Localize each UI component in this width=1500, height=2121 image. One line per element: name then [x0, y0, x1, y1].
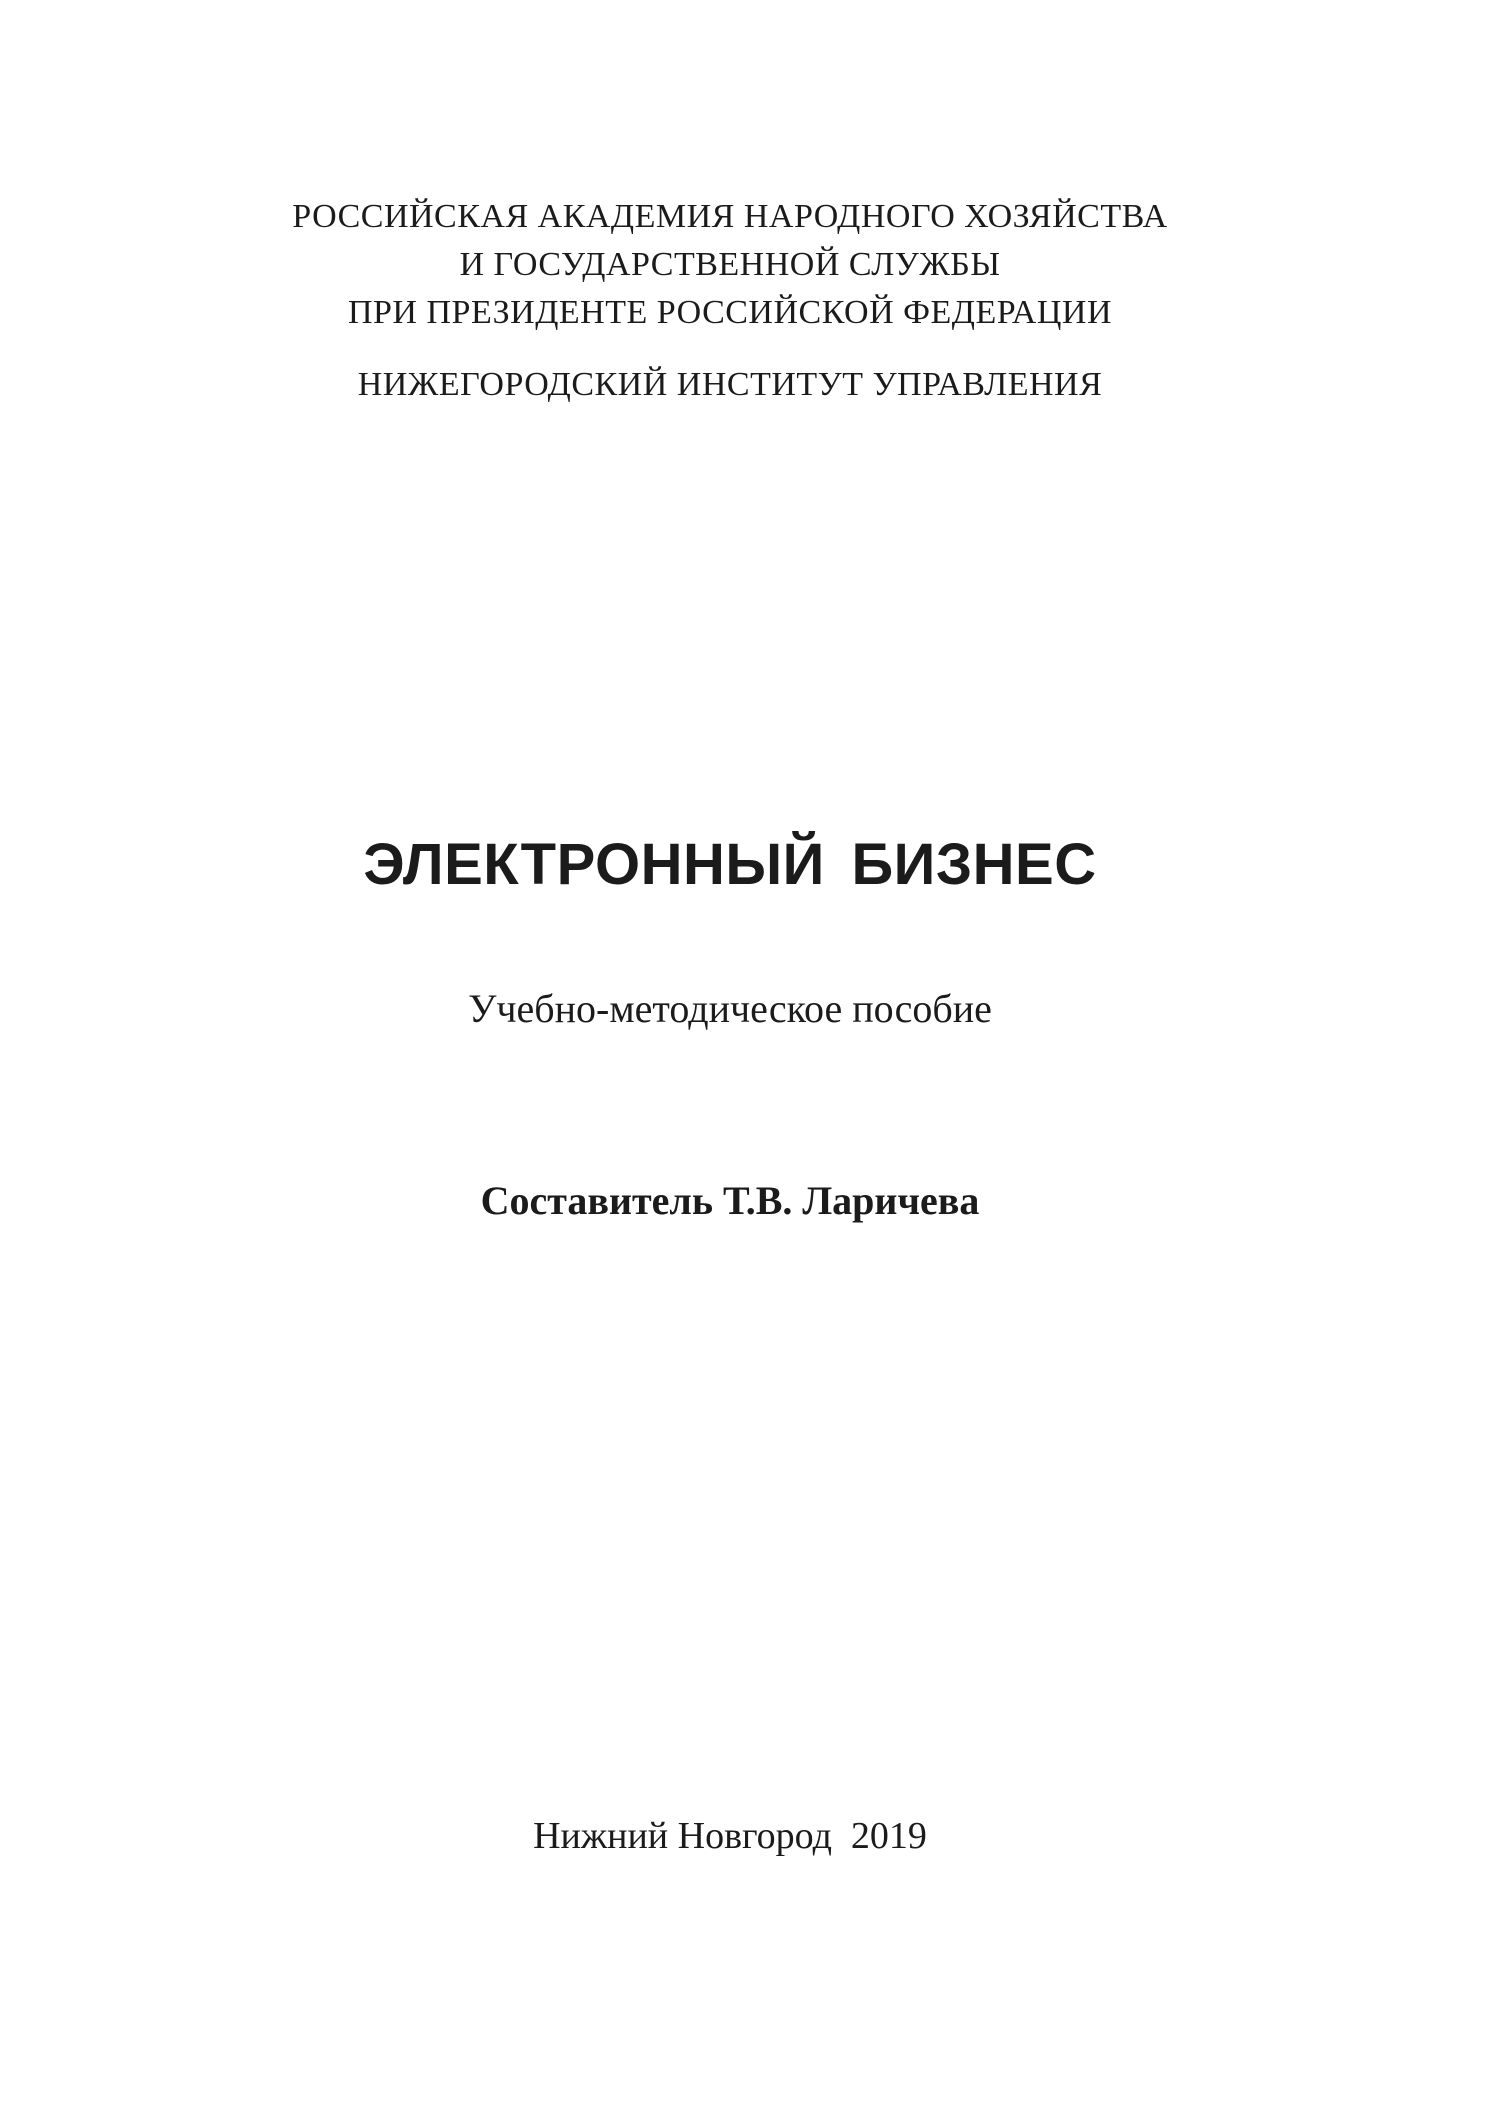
compiler-byline: Составитель Т.В. Ларичева [480, 1178, 980, 1223]
org-name-line-2: И ГОСУДАРСТВЕННОЙ СЛУЖБЫ [459, 246, 1001, 283]
imprint-city: Нижний Новгород [533, 1815, 832, 1857]
imprint-year: 2019 [850, 1815, 927, 1857]
document-title: ЭЛЕКТРОННЫЙ БИЗНЕС [363, 832, 1097, 897]
imprint-line [0, 1815, 1460, 1859]
document-subtitle: Учебно-методическое пособие [468, 986, 992, 1031]
org-name-line-3: ПРИ ПРЕЗИДЕНТЕ РОССИЙСКОЙ ФЕДЕРАЦИИ [347, 294, 1113, 331]
institute-name: НИЖЕГОРОДСКИЙ ИНСТИТУТ УПРАВЛЕНИЯ [357, 366, 1103, 403]
org-name-line-1: РОССИЙСКАЯ АКАДЕМИЯ НАРОДНОГО ХОЗЯЙСТВА [292, 198, 1168, 235]
organization-header [0, 193, 1460, 409]
